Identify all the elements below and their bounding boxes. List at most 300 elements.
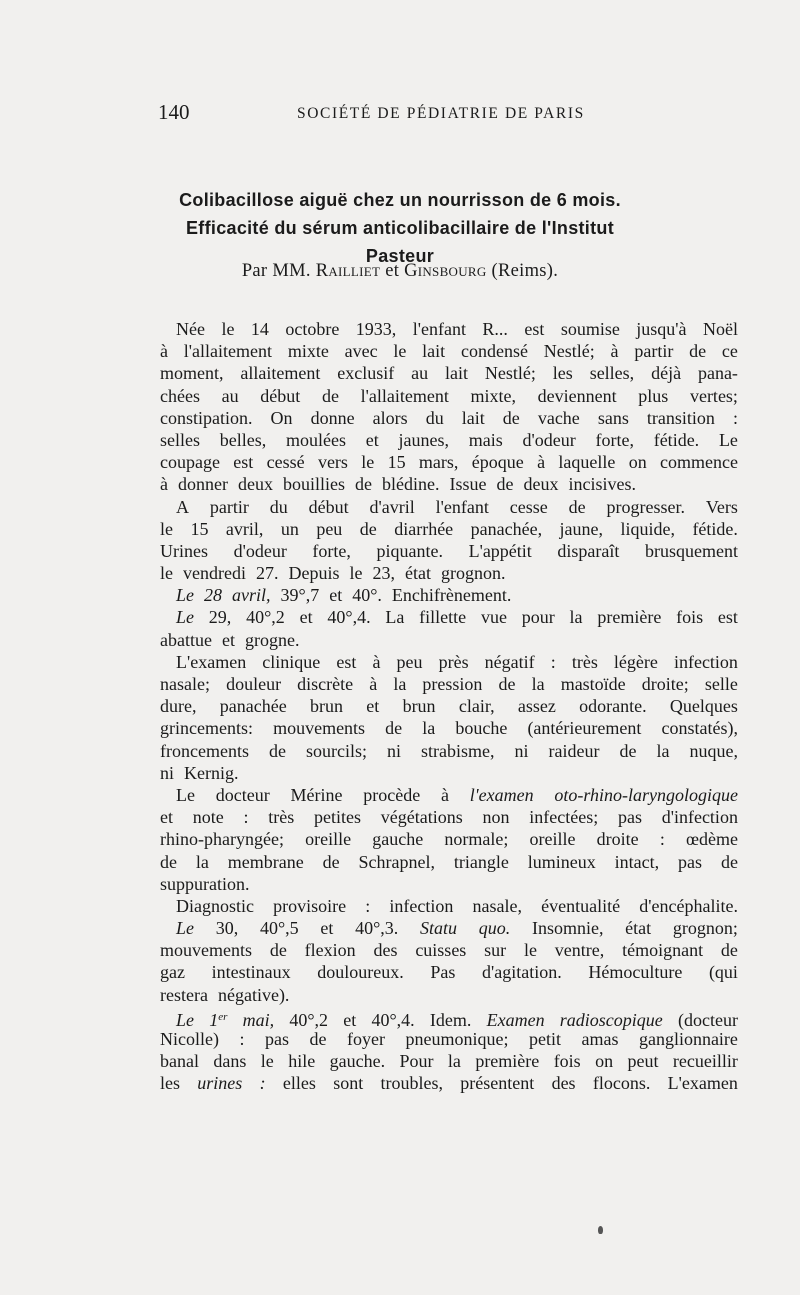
word-text: la (422, 718, 436, 739)
word-text: intact, (614, 851, 660, 872)
word-text: et (221, 629, 235, 650)
word-text: d'odeur (522, 429, 576, 450)
word (261, 1050, 274, 1072)
word (441, 562, 511, 584)
word-text: mixte, (470, 385, 516, 406)
word-text: (qui (708, 962, 738, 983)
word-text: cuisses (415, 940, 467, 961)
word-text: constipation. (160, 407, 253, 428)
word-text: infection (673, 651, 738, 672)
word (233, 451, 253, 473)
word-text: du (425, 407, 444, 428)
word-text: état (404, 563, 431, 584)
text-line (160, 318, 738, 340)
word-text: le (349, 563, 363, 584)
word (558, 451, 615, 473)
word (411, 362, 428, 384)
word-text: constatés), (661, 718, 738, 739)
word-text: droite; (641, 674, 689, 694)
word-text: procède (363, 784, 421, 805)
word (579, 695, 646, 717)
word-text: la (531, 674, 545, 694)
word (405, 1028, 508, 1050)
text-line (160, 385, 738, 407)
word (532, 917, 604, 939)
word-text: avril, (232, 585, 271, 606)
word-text: est (524, 319, 545, 339)
word-text: sans (597, 407, 629, 428)
word-text: quo. (478, 918, 511, 939)
word-text: ventre, (554, 940, 605, 961)
word (393, 340, 406, 362)
word-text: 14 (250, 319, 269, 339)
word (705, 673, 738, 695)
word (662, 806, 738, 828)
word-text: brun (310, 696, 343, 717)
word (273, 895, 346, 917)
word (226, 518, 264, 540)
word-text: et (329, 585, 343, 606)
word (619, 740, 636, 762)
word-text: Le (176, 784, 195, 805)
word-text: soumise (560, 319, 620, 339)
word (314, 806, 361, 828)
word-text: amas (581, 1029, 619, 1049)
word-text: des (551, 1073, 576, 1094)
word-text: dure, (160, 696, 197, 717)
word (399, 429, 449, 451)
word (212, 961, 291, 983)
text-line (160, 806, 738, 828)
word-text: panachée, (470, 518, 543, 539)
word-text: de (568, 496, 586, 517)
word-text: avec (344, 341, 378, 362)
word (309, 496, 349, 518)
word (530, 828, 576, 850)
word-text: les (552, 363, 573, 384)
word (260, 917, 299, 939)
word (160, 1050, 199, 1072)
word (394, 518, 453, 540)
word-text: d'odeur (233, 540, 287, 561)
author-name: Ginsbourg (404, 261, 487, 281)
word (160, 407, 253, 429)
word-text: l'allaitement (183, 341, 273, 362)
word-text: gauche. (329, 1051, 386, 1072)
word-text: vertes; (689, 385, 738, 406)
article-title-line-2: Efficacité du sérum anticolibacillaire de l'Institut Pasteur (186, 218, 614, 266)
word-text: banal (160, 1051, 199, 1072)
word (373, 407, 408, 429)
word-text: est (233, 452, 254, 473)
word-text: Insomnie, (531, 918, 604, 939)
word (160, 806, 173, 828)
word (499, 673, 516, 695)
word (190, 518, 208, 540)
word (483, 806, 510, 828)
word-text: Pour (399, 1051, 434, 1072)
word-text: début (260, 385, 301, 406)
word (686, 828, 738, 850)
word-text: forte, (312, 540, 351, 561)
word (523, 473, 563, 495)
word (496, 473, 518, 495)
word-text: mouvements (273, 718, 366, 739)
word-text: 40°,3. (355, 918, 399, 939)
word-text: moment, (160, 363, 224, 384)
word-text: fois (553, 1051, 581, 1072)
word (470, 385, 516, 407)
word-text: alors (372, 407, 408, 428)
word (176, 651, 246, 673)
word (160, 451, 220, 473)
word-text: abattue (160, 629, 212, 650)
word-text: éventualité (541, 895, 621, 916)
word-text: A (176, 496, 189, 517)
word-text: La (385, 607, 405, 628)
word-text: nasale; (160, 674, 210, 694)
word (638, 385, 668, 407)
word-text: pas (617, 807, 642, 828)
word (709, 961, 738, 983)
word-text: époque (471, 452, 524, 473)
word-text: diarrhée (394, 518, 454, 539)
word (184, 340, 272, 362)
word (268, 806, 294, 828)
word (372, 651, 380, 673)
word (213, 1050, 246, 1072)
word (245, 629, 304, 651)
word-text: Enchifrènement. (391, 585, 512, 606)
word (473, 895, 522, 917)
text-line (160, 961, 738, 983)
word-text: première (597, 607, 662, 628)
word (430, 961, 455, 983)
word-text: L'examen (176, 651, 247, 672)
word-text: l'allaitement (360, 385, 449, 406)
word (538, 385, 617, 407)
word (160, 473, 173, 495)
word (481, 606, 507, 628)
word-text: Nicolle) (160, 1029, 219, 1049)
word (593, 1072, 651, 1094)
word (656, 740, 669, 762)
word (160, 429, 200, 451)
word (598, 407, 629, 429)
word (393, 673, 406, 695)
word-text: 40°,4. (371, 1009, 415, 1030)
word-text: : (239, 1029, 245, 1049)
word-text: 15 (190, 518, 209, 539)
text-line (160, 473, 738, 495)
word-text: : (659, 829, 665, 850)
word (349, 562, 367, 584)
word (178, 473, 233, 495)
word-text: au (221, 385, 239, 406)
word (196, 851, 209, 873)
word-text: cesse (509, 496, 548, 517)
word-text: coupage (160, 452, 220, 473)
word (462, 407, 485, 429)
word (522, 429, 575, 451)
word-text: et (366, 696, 380, 717)
page-number: 140 (158, 100, 190, 124)
word-text: de (322, 851, 340, 872)
word (445, 362, 468, 384)
word (529, 1028, 561, 1050)
word (160, 695, 196, 717)
word-text: à (369, 674, 378, 694)
word (518, 695, 556, 717)
word (636, 318, 686, 340)
word (620, 518, 675, 540)
word (673, 917, 738, 939)
word (288, 1050, 315, 1072)
word (356, 318, 397, 340)
word (597, 606, 661, 628)
word-text: à (372, 651, 381, 672)
word (232, 584, 276, 606)
word-text: fétide. (653, 429, 700, 450)
word-text: 23, (372, 563, 395, 584)
word (160, 717, 253, 739)
word-text: très (268, 807, 295, 828)
word-text: de (720, 851, 738, 872)
word-text: foyer (347, 1029, 385, 1049)
word-text: Diagnostic (176, 895, 254, 916)
word-text: flocons. (592, 1073, 651, 1094)
article-title-line-1: Colibacillose aiguë chez un nourrisson de 6 mois. (179, 190, 621, 210)
running-head: SOCIÉTÉ DE PÉDIATRIE DE PARIS (297, 105, 585, 122)
text-line (160, 740, 738, 762)
word-text: octobre (285, 319, 340, 339)
word-text: progresser. (606, 496, 686, 517)
word (176, 496, 189, 518)
word (262, 651, 320, 673)
word (218, 984, 294, 1006)
word (228, 851, 304, 873)
word-text: vendredi (183, 563, 246, 584)
word (359, 851, 435, 873)
word-text: début (308, 496, 349, 517)
word (538, 407, 580, 429)
word (537, 451, 545, 473)
word (628, 1050, 659, 1072)
word (503, 407, 520, 429)
word (554, 1050, 581, 1072)
word-text: Le (176, 585, 194, 606)
word-text: sont (333, 1073, 364, 1094)
superscript: er (218, 1010, 228, 1023)
word (373, 939, 397, 961)
word-text: recueillir (672, 1051, 738, 1072)
word-text: deux (523, 474, 559, 495)
word (160, 673, 210, 695)
word (568, 473, 641, 495)
word (365, 895, 370, 917)
word (160, 629, 217, 651)
word-text: 28 (204, 585, 222, 606)
word-text: On (270, 407, 293, 428)
word-text: nasale, (472, 895, 523, 916)
text-line (160, 984, 738, 1006)
word-text: nuque, (689, 740, 738, 761)
word-text: panachée (219, 696, 287, 717)
word (222, 385, 239, 407)
word (524, 939, 537, 961)
word-text: strabisme, (420, 740, 495, 761)
text-line (160, 584, 738, 606)
word (510, 496, 548, 518)
word (256, 562, 284, 584)
word (160, 873, 255, 895)
text-line (160, 562, 738, 584)
word-text: mais (468, 429, 503, 450)
word-text: : (243, 807, 249, 828)
word-text: gauche (372, 829, 424, 850)
word-text: raideur (548, 740, 600, 761)
word-text: droite (596, 829, 639, 850)
word-text: est (717, 607, 738, 628)
word-text: de (619, 740, 637, 761)
word-text: présentent (460, 1073, 535, 1094)
word (322, 385, 339, 407)
word (607, 496, 685, 518)
word-text: disparaît (557, 540, 620, 561)
word (283, 1072, 316, 1094)
word-text: note (192, 807, 224, 828)
word-text: l'enfant (435, 496, 489, 517)
word-text: lait (461, 407, 485, 428)
word (479, 917, 511, 939)
word-text: légère (613, 651, 658, 672)
word-text: première (475, 1051, 540, 1072)
word (305, 939, 356, 961)
text-line (160, 540, 738, 562)
word-text: infectées; (529, 807, 599, 828)
word-text: Statu (420, 918, 458, 939)
word-text: l'enfant (412, 319, 466, 339)
word (549, 740, 600, 762)
word-text: de (321, 385, 339, 406)
word-text: transition (646, 407, 715, 428)
word (300, 606, 313, 628)
word (355, 473, 377, 495)
word-text: douloureux. (317, 962, 404, 983)
word (271, 407, 293, 429)
word (361, 385, 449, 407)
word (590, 362, 635, 384)
word (522, 606, 555, 628)
word-text: mastoïde (560, 674, 626, 694)
word-text: mixte (287, 341, 329, 362)
word (448, 1050, 461, 1072)
authors-prefix: Par MM. (241, 261, 311, 281)
word-text: Kernig. (184, 762, 239, 783)
word (317, 961, 403, 983)
word (387, 740, 401, 762)
word-text: au (411, 363, 429, 384)
word (389, 895, 453, 917)
word-text: 1 (209, 1009, 219, 1030)
word-text: R... (482, 319, 508, 339)
word-text: odorante. (579, 696, 647, 717)
word-text: laquelle (558, 452, 616, 473)
word-text: jaunes, (398, 429, 449, 450)
word-text: Noël (703, 319, 738, 339)
word (366, 695, 379, 717)
word-text: pana- (697, 363, 738, 384)
word (397, 651, 423, 673)
word (527, 717, 641, 739)
word (413, 318, 466, 340)
word-text: pneumonique; (405, 1029, 509, 1049)
word-text: œdème (685, 829, 738, 850)
word (311, 407, 355, 429)
word (485, 362, 536, 384)
word-text: Depuis (288, 563, 340, 584)
word-text: fétide. (692, 518, 738, 539)
word-text: mars, (418, 452, 459, 473)
word-text: deviennent (537, 385, 617, 406)
word (176, 584, 199, 606)
word (221, 318, 234, 340)
word-text: : (365, 895, 371, 916)
word (176, 606, 194, 628)
text-line (160, 651, 738, 673)
word (234, 540, 287, 562)
word (160, 740, 249, 762)
word-text: témoignant (622, 940, 704, 961)
word (421, 740, 495, 762)
word (316, 518, 342, 540)
word-text: Le (176, 1009, 194, 1030)
print-speck (598, 1226, 603, 1234)
word (561, 673, 626, 695)
word-text: lait (422, 341, 446, 362)
word (629, 451, 647, 473)
word-text: du (269, 496, 288, 517)
word (639, 1028, 738, 1050)
word-text: discrète (297, 674, 354, 694)
authors-conjunction: et (385, 261, 400, 281)
word-text: petites (314, 807, 362, 828)
word-text: 40°,2 (289, 1009, 329, 1030)
word (369, 673, 377, 695)
word-text: à (610, 341, 619, 362)
word-text: rhino-pharyngée; (160, 829, 284, 850)
word-text: vache (537, 407, 580, 428)
word (176, 784, 195, 806)
word (239, 1028, 244, 1050)
word (347, 1028, 385, 1050)
word (176, 917, 194, 939)
word (689, 340, 706, 362)
word-text: selle (704, 674, 738, 694)
word-text: normale; (444, 829, 509, 850)
word-text: 40°,4. (327, 607, 371, 628)
word (706, 496, 738, 518)
word (639, 895, 738, 917)
word-text: est (336, 651, 357, 672)
word (251, 318, 269, 340)
word-text: 29, (208, 607, 232, 628)
word-text: plus (638, 385, 669, 406)
word-text: 40°,2 (246, 607, 285, 628)
word (382, 473, 444, 495)
word-text: (docteur (678, 1009, 738, 1030)
word (220, 429, 267, 451)
